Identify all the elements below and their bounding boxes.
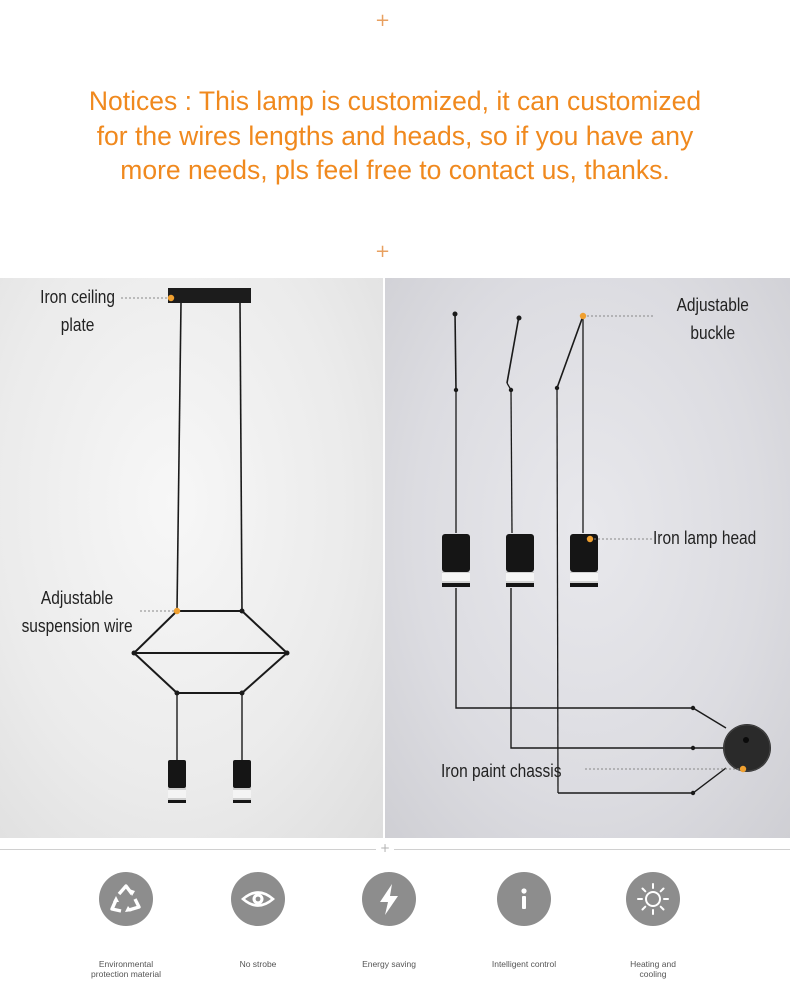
plus-mark-divider: +	[380, 841, 391, 855]
feature-heating-cooling	[598, 872, 708, 979]
pendant-lamp-illustration	[0, 278, 383, 838]
feature-label: Energy saving	[362, 959, 416, 969]
plus-mark-top: +	[375, 10, 391, 31]
product-photo-left	[0, 278, 383, 838]
iron-paint-chassis-shape	[723, 724, 771, 772]
notice-text	[0, 84, 790, 188]
callout-dot	[580, 313, 586, 319]
feature-label: Intelligent control	[491, 959, 557, 969]
callout-dot	[587, 536, 593, 542]
feature-label: Heating and cooling	[630, 959, 676, 979]
lamp-head-2	[506, 534, 534, 587]
info-icon	[497, 872, 551, 926]
notice-line: more needs, pls feel free to contact us, thanks.	[120, 155, 670, 185]
callout-adjustable-suspension-wire: Adjustable suspension wire	[21, 588, 133, 636]
feature-no-strobe	[203, 872, 313, 969]
notice-line: Notices : This lamp is customized, it can customized	[88, 86, 702, 116]
plus-mark-middle: +	[375, 241, 391, 262]
lightning-icon	[362, 872, 416, 926]
callout-iron-lamp-head: Iron lamp head	[653, 528, 757, 548]
lamp-head-1	[442, 534, 470, 587]
notice-line: for the wires lengths and heads, so if you have any	[96, 120, 694, 151]
callout-iron-ceiling-plate: Iron ceiling plate	[40, 287, 116, 335]
callout-adjustable-buckle: Adjustable buckle	[676, 295, 749, 343]
lamp-head-3	[570, 534, 598, 587]
recycle-icon	[99, 872, 153, 926]
feature-intelligent-control	[469, 872, 579, 969]
divider-line-right	[394, 849, 790, 850]
callout-iron-paint-chassis: Iron paint chassis	[441, 761, 562, 781]
feature-environmental	[71, 872, 181, 979]
feature-label: Environmental protection material	[91, 959, 161, 979]
sun-icon	[626, 872, 680, 926]
lamp-components-illustration	[385, 278, 790, 838]
lamp-head-right	[233, 760, 251, 803]
product-photo-right	[385, 278, 790, 838]
lamp-head-left	[168, 760, 186, 803]
feature-label: No strobe	[239, 959, 277, 969]
callout-dot	[740, 766, 746, 772]
divider-line-left	[0, 849, 376, 850]
callout-dot	[168, 295, 174, 301]
ceiling-plate-shape	[168, 288, 251, 303]
feature-energy-saving	[334, 872, 444, 969]
callout-dot	[174, 608, 180, 614]
eye-icon	[231, 872, 285, 926]
